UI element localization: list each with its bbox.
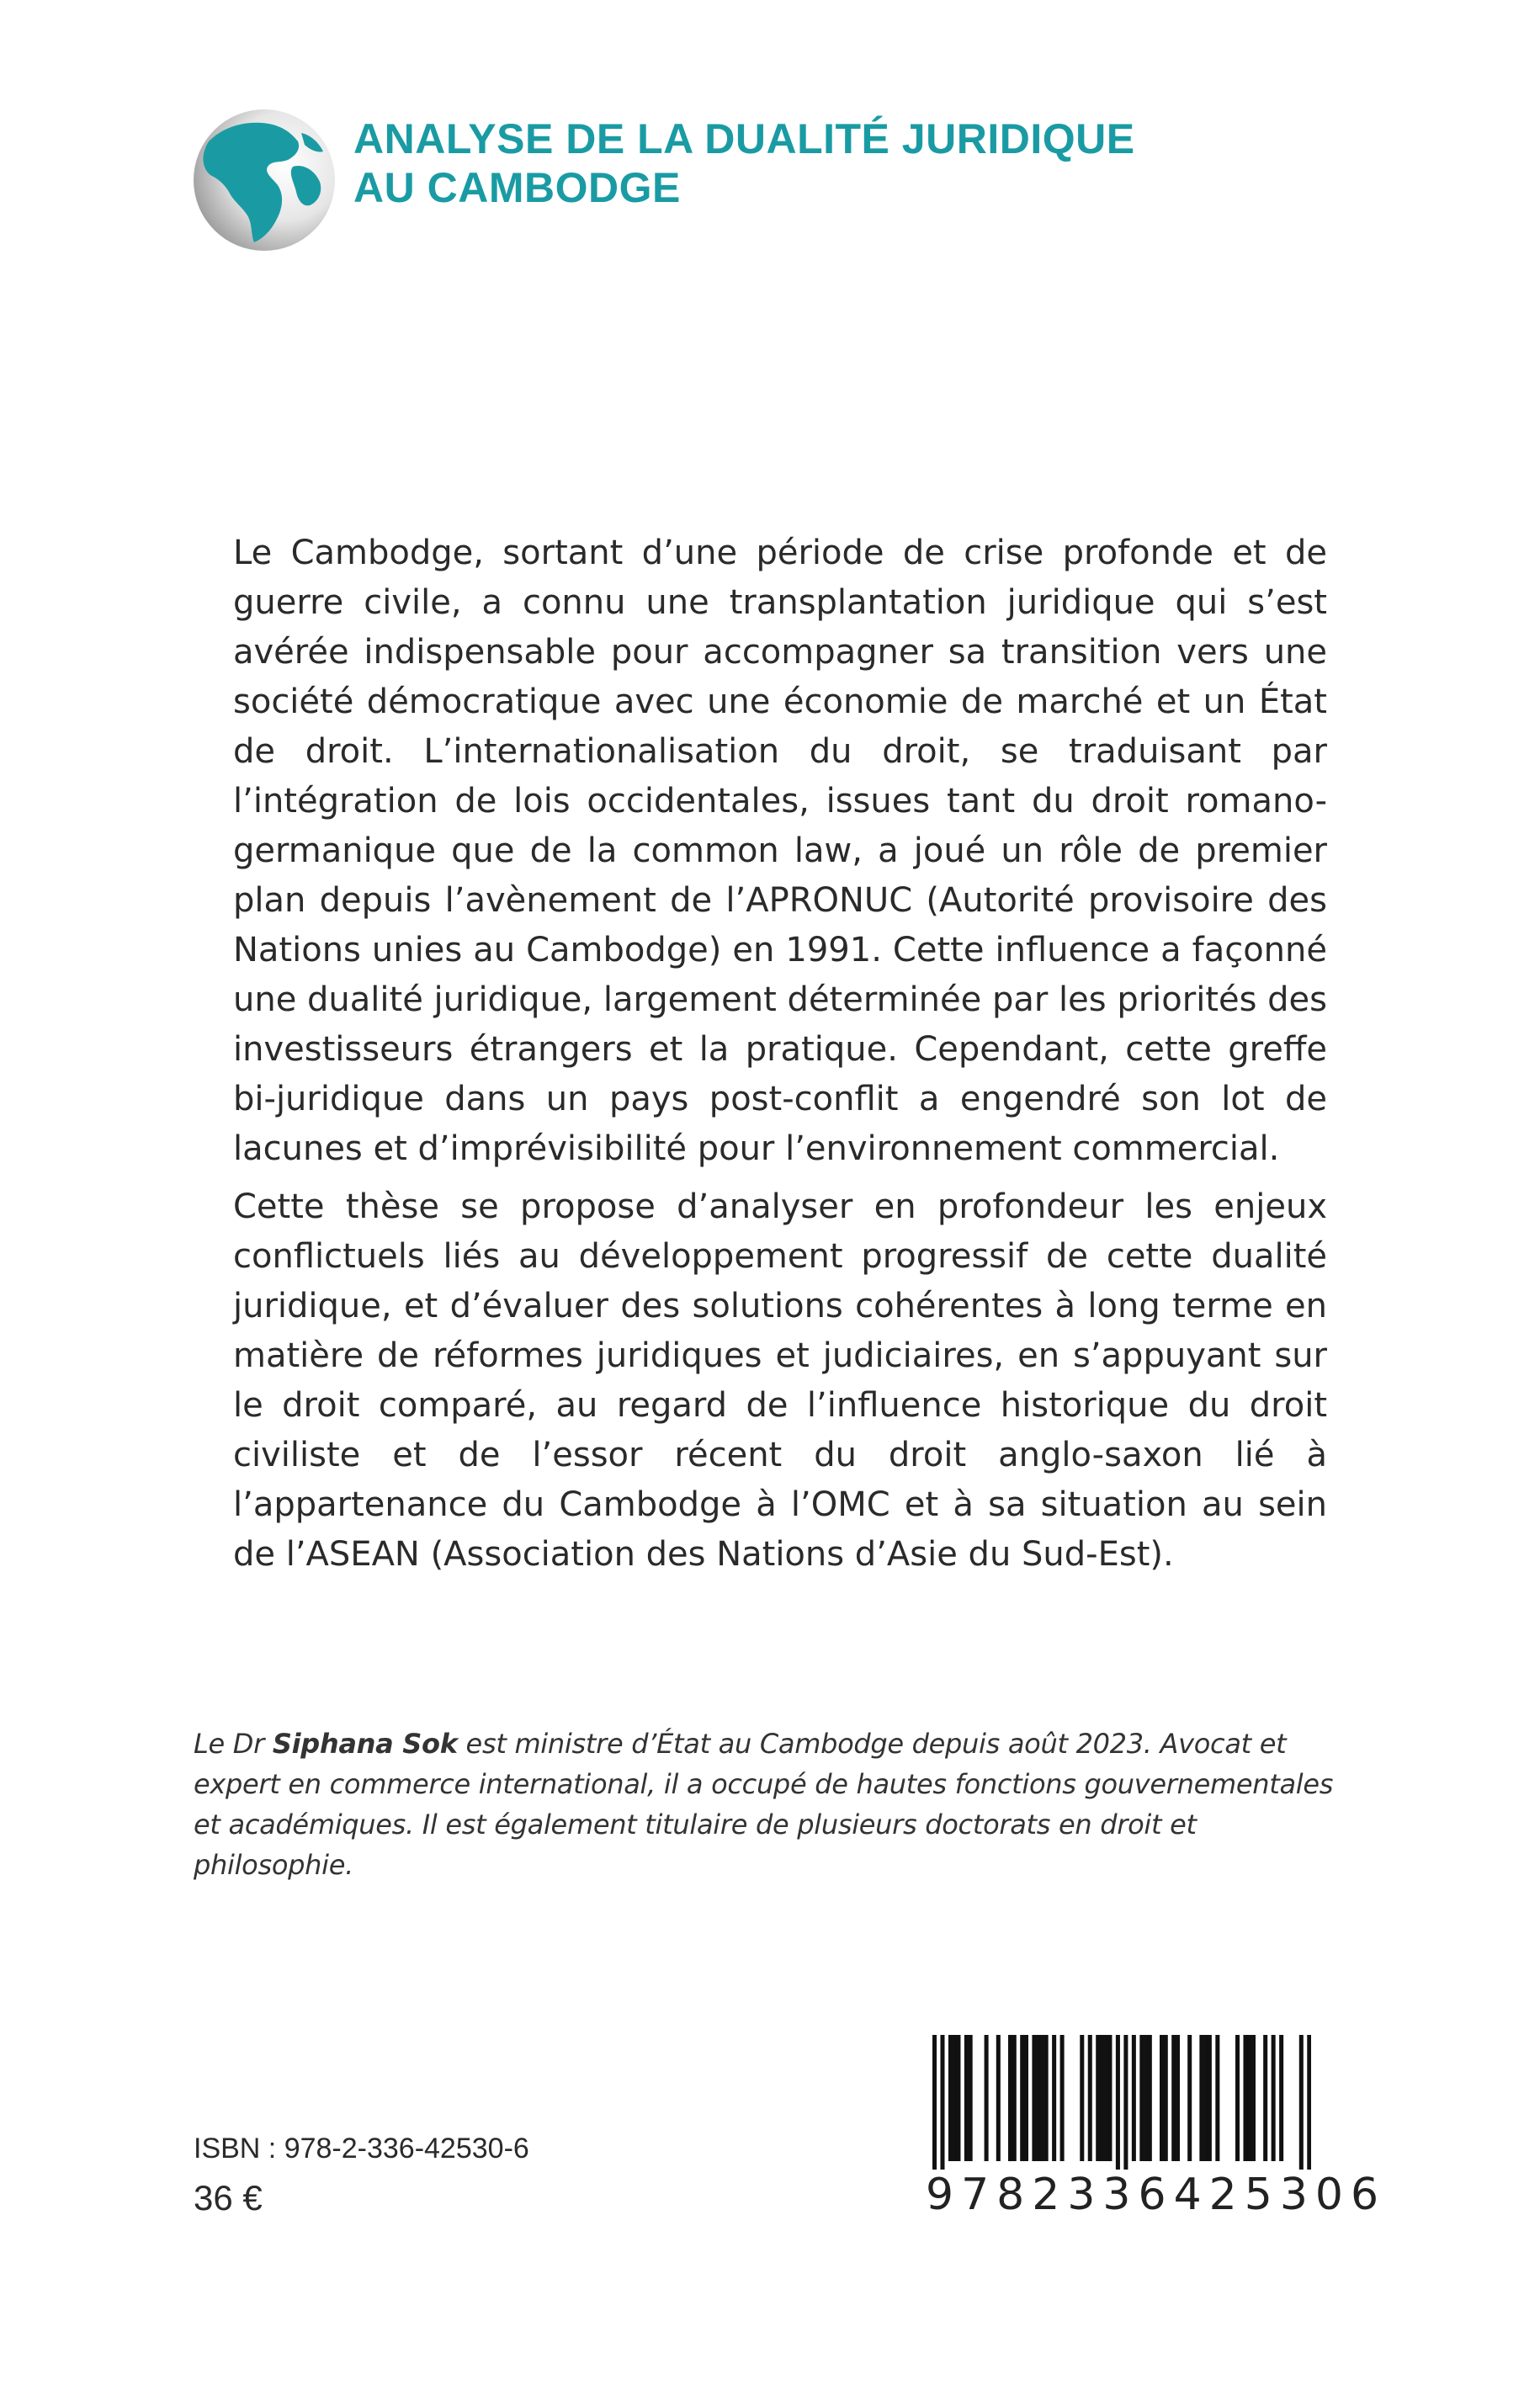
barcode-bar bbox=[1144, 2035, 1148, 2161]
isbn: ISBN : 978-2-336-42530-6 bbox=[194, 2133, 529, 2165]
barcode-bar bbox=[1208, 2035, 1212, 2161]
author-bio-prefix: Le Dr bbox=[194, 1728, 273, 1760]
barcode-bar bbox=[1299, 2035, 1304, 2170]
barcode-bar bbox=[956, 2035, 960, 2161]
barcode-bar bbox=[1036, 2035, 1040, 2161]
barcode-bar bbox=[1251, 2035, 1256, 2161]
series-title-line-2: AU CAMBODGE bbox=[353, 164, 681, 211]
barcode-bar bbox=[1263, 2035, 1267, 2161]
barcode-bar bbox=[1279, 2035, 1283, 2161]
barcode-bar bbox=[1215, 2035, 1219, 2161]
barcode-bar bbox=[1148, 2035, 1152, 2161]
barcode-bar bbox=[1247, 2035, 1251, 2161]
barcode-bar bbox=[1107, 2035, 1112, 2161]
barcode-bar bbox=[1024, 2035, 1028, 2161]
summary-text bbox=[233, 529, 1327, 1580]
barcode-bar bbox=[1164, 2035, 1168, 2161]
author-name: Siphana Sok bbox=[272, 1728, 458, 1760]
barcode-digits: 9782336425306 bbox=[926, 2170, 1387, 2220]
barcode-bar bbox=[948, 2035, 953, 2161]
barcode-bar bbox=[1040, 2035, 1044, 2161]
barcode-bar bbox=[1272, 2035, 1276, 2161]
barcode-bar bbox=[1123, 2035, 1128, 2170]
barcode-bar bbox=[1171, 2035, 1176, 2161]
barcode-bar bbox=[1080, 2035, 1084, 2161]
barcode-bar bbox=[1203, 2035, 1208, 2161]
barcode-bar bbox=[953, 2035, 957, 2161]
barcode-bar bbox=[1199, 2035, 1203, 2161]
globe-icon bbox=[192, 108, 337, 252]
barcode-bar bbox=[1132, 2035, 1136, 2161]
barcode-bar bbox=[1044, 2035, 1049, 2161]
barcode-bar bbox=[985, 2035, 989, 2161]
author-bio bbox=[194, 1724, 1355, 1885]
barcode-bar bbox=[1116, 2035, 1120, 2170]
barcode-bar bbox=[1100, 2035, 1104, 2161]
barcode-bar bbox=[1176, 2035, 1180, 2161]
barcode-bar bbox=[940, 2035, 944, 2170]
barcode-bar bbox=[1104, 2035, 1108, 2161]
barcode-bar bbox=[1139, 2035, 1144, 2161]
barcode-bar bbox=[1235, 2035, 1240, 2161]
barcode-bar bbox=[1060, 2035, 1065, 2161]
barcode-bar bbox=[1012, 2035, 1017, 2161]
summary-paragraph-2: Cette thèse se propose d’analyser en profondeur les enjeux conflictuels liés au développement progressif de cette dualité juridique, et d’évaluer des solutions cohérentes à long terme en matière de réformes juridiques et judiciaires, en s’appuyant sur le droit comparé, au regard de l’influence historique du droit civiliste et de l’essor récent du droit anglo-saxon lié à l’appartenance du Cambodge à l’OMC et à sa situation au sein de l’ASEAN (Association des Nations d’Asie du Sud-Est). bbox=[233, 1187, 1327, 1574]
barcode-bar bbox=[1008, 2035, 1012, 2161]
barcode-bar bbox=[1020, 2035, 1024, 2161]
barcode-bar bbox=[1243, 2035, 1247, 2161]
barcode-bar bbox=[1088, 2035, 1092, 2161]
barcode-bars bbox=[932, 2035, 1311, 2170]
barcode-bar bbox=[996, 2035, 1001, 2161]
series-title bbox=[353, 114, 1135, 212]
barcode-bar bbox=[1052, 2035, 1056, 2161]
author-bio-text: est ministre d’État au Cambodge depuis août 2023. Avocat et expert en commerce international, il a occupé de hautes fonctions gouvernementales et académiques. Il est également titulaire de plusieurs doctorats en droit et philosophie. bbox=[194, 1728, 1334, 1881]
barcode-bar bbox=[964, 2035, 969, 2161]
summary-paragraph-1: Le Cambodge, sortant d’une période de crise profonde et de guerre civile, a connu une transplantation juridique qui s’est avérée indispensable pour accompagner sa transition vers une société démocratique avec une économie de marché et un État de droit. L’internationalisation du droit, se traduisant par l’intégration de lois occidentales, issues tant du droit romano-germanique que de la common law, a joué un rôle de premier plan depuis l’avènement de l’APRONUC (Autorité provisoire des Nations unies au Cambodge) en 1991. Cette influence a façonné une dualité juridique, largement déterminée par les priorités des investisseurs étrangers et la pratique. Cependant, cette greffe bi-juridique dans un pays post-conflit a engendré son lot de lacunes et d’imprévisibilité pour l’environnement commercial. bbox=[233, 534, 1327, 1168]
barcode-bar bbox=[1187, 2035, 1192, 2161]
barcode-bar bbox=[969, 2035, 973, 2161]
barcode-bar bbox=[1307, 2035, 1311, 2170]
price: 36 € bbox=[194, 2178, 263, 2218]
barcode-bar bbox=[1160, 2035, 1164, 2161]
globe-logo bbox=[192, 108, 337, 252]
barcode-bar bbox=[1096, 2035, 1100, 2161]
series-title-line-1: ANALYSE DE LA DUALITÉ JURIDIQUE bbox=[353, 115, 1135, 162]
barcode-bar bbox=[1032, 2035, 1036, 2161]
barcode-bar bbox=[932, 2035, 937, 2170]
